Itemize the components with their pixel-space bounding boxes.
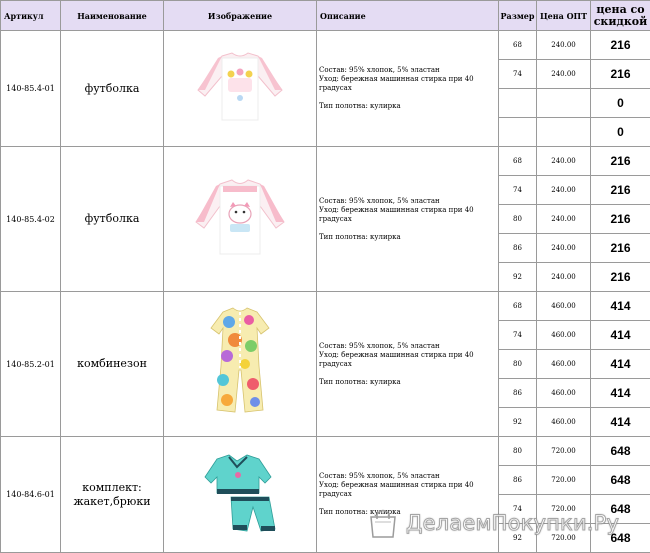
size-cell: 92 xyxy=(499,408,537,437)
discount-price-cell: 216 xyxy=(591,263,650,292)
discount-price-cell: 216 xyxy=(591,234,650,263)
size-cell: 68 xyxy=(499,31,537,60)
composition-text: Состав: 95% хлопок, 5% эластан xyxy=(319,342,498,351)
opt-price-cell: 240.00 xyxy=(537,31,591,60)
header-name: Наименование xyxy=(61,1,164,31)
shopping-bag-logo-icon xyxy=(366,506,400,540)
care-text: Уход: бережная машинная стирка при 40 градусах xyxy=(319,75,498,93)
header-discount-price: цена со скидкой xyxy=(591,1,650,31)
size-cell xyxy=(499,118,537,147)
product-image xyxy=(164,31,317,147)
care-text: Уход: бережная машинная стирка при 40 градусах xyxy=(319,206,498,224)
product-sku: 140-85.4-01 xyxy=(1,31,61,147)
size-cell: 86 xyxy=(499,379,537,408)
discount-price-cell: 414 xyxy=(591,350,650,379)
pink-sleeve-longsleeve-tshirt-photo-icon xyxy=(190,50,290,124)
discount-price-cell: 414 xyxy=(591,408,650,437)
opt-price-cell: 240.00 xyxy=(537,147,591,176)
size-cell xyxy=(499,89,537,118)
size-cell: 80 xyxy=(499,350,537,379)
discount-price-cell: 648 xyxy=(591,495,650,524)
discount-price-cell: 216 xyxy=(591,205,650,234)
composition-text: Состав: 95% хлопок, 5% эластан xyxy=(319,197,498,206)
header-size: Размер xyxy=(499,1,537,31)
size-cell: 80 xyxy=(499,205,537,234)
fabric-text: Тип полотна: кулирка xyxy=(319,102,498,111)
size-cell: 74 xyxy=(499,176,537,205)
watermark xyxy=(366,506,646,540)
product-image xyxy=(164,147,317,292)
composition-text: Состав: 95% хлопок, 5% эластан xyxy=(319,66,498,75)
opt-price-cell: 460.00 xyxy=(537,379,591,408)
header-sku: Артикул xyxy=(1,1,61,31)
discount-price-cell: 648 xyxy=(591,466,650,495)
opt-price-cell: 460.00 xyxy=(537,408,591,437)
discount-price-cell: 414 xyxy=(591,379,650,408)
product-description xyxy=(317,147,499,292)
size-cell: 74 xyxy=(499,495,537,524)
discount-price-cell: 216 xyxy=(591,31,650,60)
size-cell: 86 xyxy=(499,466,537,495)
opt-price-cell: 240.00 xyxy=(537,176,591,205)
product-sku: 140-85.2-01 xyxy=(1,292,61,437)
product-sku: 140-85.4-02 xyxy=(1,147,61,292)
header-description: Описание xyxy=(317,1,499,31)
fabric-text: Тип полотна: кулирка xyxy=(319,508,498,517)
opt-price-cell: 240.00 xyxy=(537,205,591,234)
pink-sleeve-longsleeve-tshirt-photo-icon xyxy=(190,176,290,258)
opt-price-cell xyxy=(537,89,591,118)
size-cell: 92 xyxy=(499,263,537,292)
header-image: Изображение xyxy=(164,1,317,31)
size-cell: 80 xyxy=(499,437,537,466)
size-cell: 74 xyxy=(499,321,537,350)
opt-price-cell: 460.00 xyxy=(537,292,591,321)
watermark-text: ДелаемПокупки.Ру xyxy=(406,511,619,535)
opt-price-cell: 240.00 xyxy=(537,263,591,292)
opt-price-cell: 720.00 xyxy=(537,437,591,466)
product-name: комплект: жакет,брюки xyxy=(61,437,164,553)
opt-price-cell: 240.00 xyxy=(537,234,591,263)
size-cell: 74 xyxy=(499,60,537,89)
product-description xyxy=(317,31,499,147)
size-cell: 86 xyxy=(499,234,537,263)
table-row xyxy=(1,437,650,466)
discount-price-cell: 216 xyxy=(591,60,650,89)
header-opt-price: Цена ОПТ xyxy=(537,1,591,31)
opt-price-cell: 720.00 xyxy=(537,495,591,524)
table-row xyxy=(1,31,650,60)
turquoise-jacket-pants-set-photo-icon xyxy=(191,453,289,533)
header-row xyxy=(1,1,650,31)
care-text: Уход: бережная машинная стирка при 40 градусах xyxy=(319,481,498,499)
size-cell: 68 xyxy=(499,147,537,176)
size-cell: 92 xyxy=(499,524,537,553)
discount-price-cell: 216 xyxy=(591,147,650,176)
care-text: Уход: бережная машинная стирка при 40 градусах xyxy=(319,351,498,369)
fabric-text: Тип полотна: кулирка xyxy=(319,233,498,242)
opt-price-cell: 720.00 xyxy=(537,524,591,553)
discount-price-cell: 648 xyxy=(591,437,650,466)
product-name: комбинезон xyxy=(61,292,164,437)
fabric-text: Тип полотна: кулирка xyxy=(319,378,498,387)
product-name: футболка xyxy=(61,147,164,292)
opt-price-cell: 720.00 xyxy=(537,466,591,495)
opt-price-cell: 460.00 xyxy=(537,321,591,350)
product-name: футболка xyxy=(61,31,164,147)
opt-price-cell: 240.00 xyxy=(537,60,591,89)
discount-price-cell: 0 xyxy=(591,118,650,147)
opt-price-cell: 460.00 xyxy=(537,350,591,379)
discount-price-cell: 414 xyxy=(591,321,650,350)
multicolor-jumpsuit-photo-icon xyxy=(205,306,275,418)
product-description xyxy=(317,292,499,437)
product-image xyxy=(164,437,317,553)
table-row xyxy=(1,147,650,176)
table-row xyxy=(1,292,650,321)
product-sku: 140-84.6-01 xyxy=(1,437,61,553)
discount-price-cell: 414 xyxy=(591,292,650,321)
product-image xyxy=(164,292,317,437)
size-cell: 68 xyxy=(499,292,537,321)
discount-price-cell: 0 xyxy=(591,89,650,118)
discount-price-cell: 216 xyxy=(591,176,650,205)
composition-text: Состав: 95% хлопок, 5% эластан xyxy=(319,472,498,481)
discount-price-cell: 648 xyxy=(591,524,650,553)
opt-price-cell xyxy=(537,118,591,147)
